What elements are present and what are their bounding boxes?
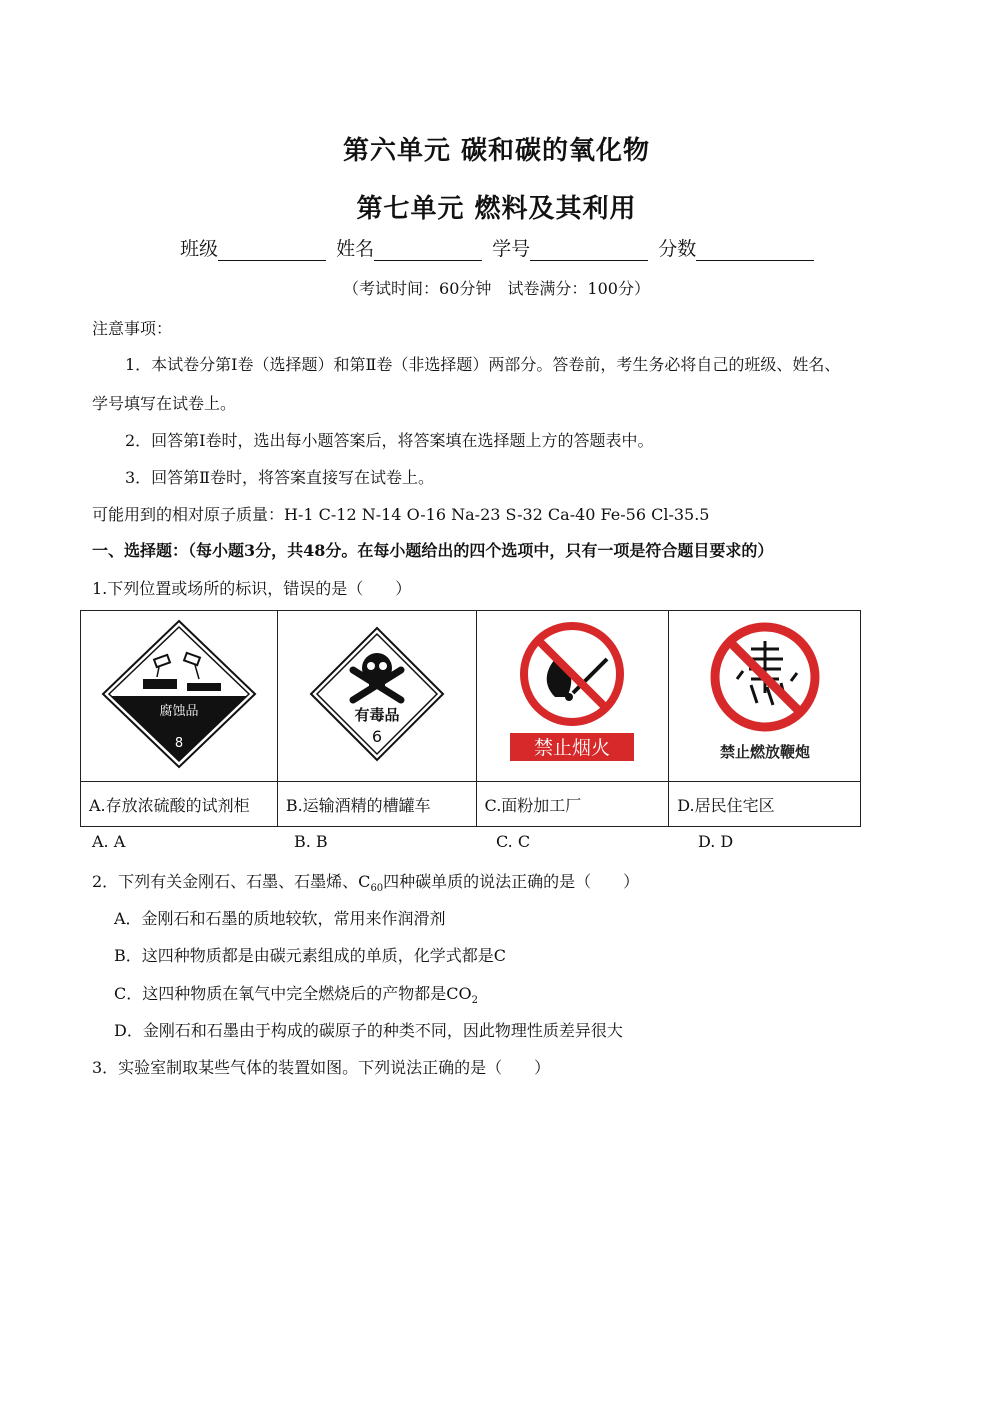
note-item-1-cont: 学号填写在试卷上。	[92, 394, 237, 413]
sign-c-text: 禁止烟火	[534, 737, 611, 759]
sign-cell-d	[669, 611, 861, 782]
q2-option-b[interactable]: B．这四种物质都是由碳元素组成的单质，化学式都是C	[114, 946, 507, 965]
sign-caption-b: B.运输酒精的槽罐车	[277, 782, 476, 827]
student-id-blank[interactable]	[530, 238, 648, 261]
sign-a-number: 8	[174, 736, 184, 751]
q1-option-a[interactable]: A. A	[92, 832, 126, 851]
sign-caption-a: A.存放浓硫酸的试剂柜	[81, 782, 278, 827]
sign-cell-b	[277, 611, 476, 782]
q2-option-c-text: C．这四种物质在氧气中完全燃烧后的产物都是CO	[114, 984, 472, 1003]
q1-option-c[interactable]: C. C	[496, 832, 531, 851]
section-heading: 一、选择题：（每小题3分，共48分。在每小题给出的四个选项中，只有一项是符合题目要求的）	[92, 541, 774, 560]
q1-stem: 1.下列位置或场所的标识，错误的是（ ）	[92, 579, 412, 598]
q2-stem	[92, 869, 639, 894]
q2-stem-pre: 2．下列有关金刚石、石墨、石墨烯、C	[92, 872, 371, 891]
sign-caption-c: C.面粉加工厂	[476, 782, 669, 827]
q2-option-d[interactable]: D．金刚石和石墨由于构成的碳原子的种类不同，因此物理性质差异很大	[114, 1021, 623, 1040]
corrosive-icon	[99, 619, 259, 769]
sign-b-text: 有毒品	[354, 706, 400, 724]
atomic-mass-line: 可能用到的相对原子质量：H-1 C-12 N-14 O-16 Na-23 S-32 Ca-40 Fe-56 Cl-35.5	[92, 505, 710, 524]
q1-option-d[interactable]: D. D	[698, 832, 734, 851]
q1-option-b[interactable]: B. B	[294, 832, 328, 851]
score-blank[interactable]	[696, 238, 814, 261]
sign-cell-c	[476, 611, 669, 782]
note-item-1: 1．本试卷分第Ⅰ卷（选择题）和第Ⅱ卷（非选择题）两部分。答卷前，考生务必将自己的班级、姓名、	[125, 355, 841, 374]
student-info-line	[180, 234, 818, 261]
no-fire-icon	[507, 619, 637, 769]
q2-option-c[interactable]	[114, 981, 478, 1006]
q2-stem-sub: 60	[370, 883, 384, 895]
no-firecrackers-icon	[695, 619, 835, 769]
notes-heading: 注意事项：	[92, 319, 173, 338]
note-item-3: 3．回答第Ⅱ卷时，将答案直接写在试卷上。	[125, 468, 435, 487]
q2-option-a[interactable]: A．金刚石和石墨的质地较软，常用来作润滑剂	[114, 909, 446, 928]
sign-d-text: 禁止燃放鞭炮	[719, 743, 810, 761]
sign-cell-a	[81, 611, 278, 782]
q2-option-c-sub: 2	[471, 995, 478, 1007]
unit7-title: 第七单元 燃料及其利用	[356, 194, 637, 224]
toxic-skull-icon	[307, 624, 447, 764]
student-id-label: 学号	[492, 238, 531, 260]
q3-stem: 3．实验室制取某些气体的装置如图。下列说法正确的是（ ）	[92, 1058, 551, 1077]
q2-stem-post: 四种碳单质的说法正确的是（ ）	[383, 872, 640, 891]
name-blank[interactable]	[374, 238, 482, 261]
exam-meta: （考试时间：60分钟 试卷满分：100分）	[343, 279, 650, 298]
class-blank[interactable]	[218, 238, 326, 261]
sign-b-number: 6	[371, 727, 382, 746]
q1-sign-table	[80, 610, 861, 827]
unit6-title: 第六单元 碳和碳的氧化物	[342, 136, 651, 166]
name-label: 姓名	[336, 238, 375, 260]
note-item-2: 2．回答第Ⅰ卷时，选出每小题答案后，将答案填在选择题上方的答题表中。	[125, 431, 654, 450]
score-label: 分数	[658, 238, 697, 260]
class-label: 班级	[180, 238, 219, 260]
sign-a-text: 腐蚀品	[159, 704, 199, 719]
sign-caption-d: D.居民住宅区	[669, 782, 861, 827]
